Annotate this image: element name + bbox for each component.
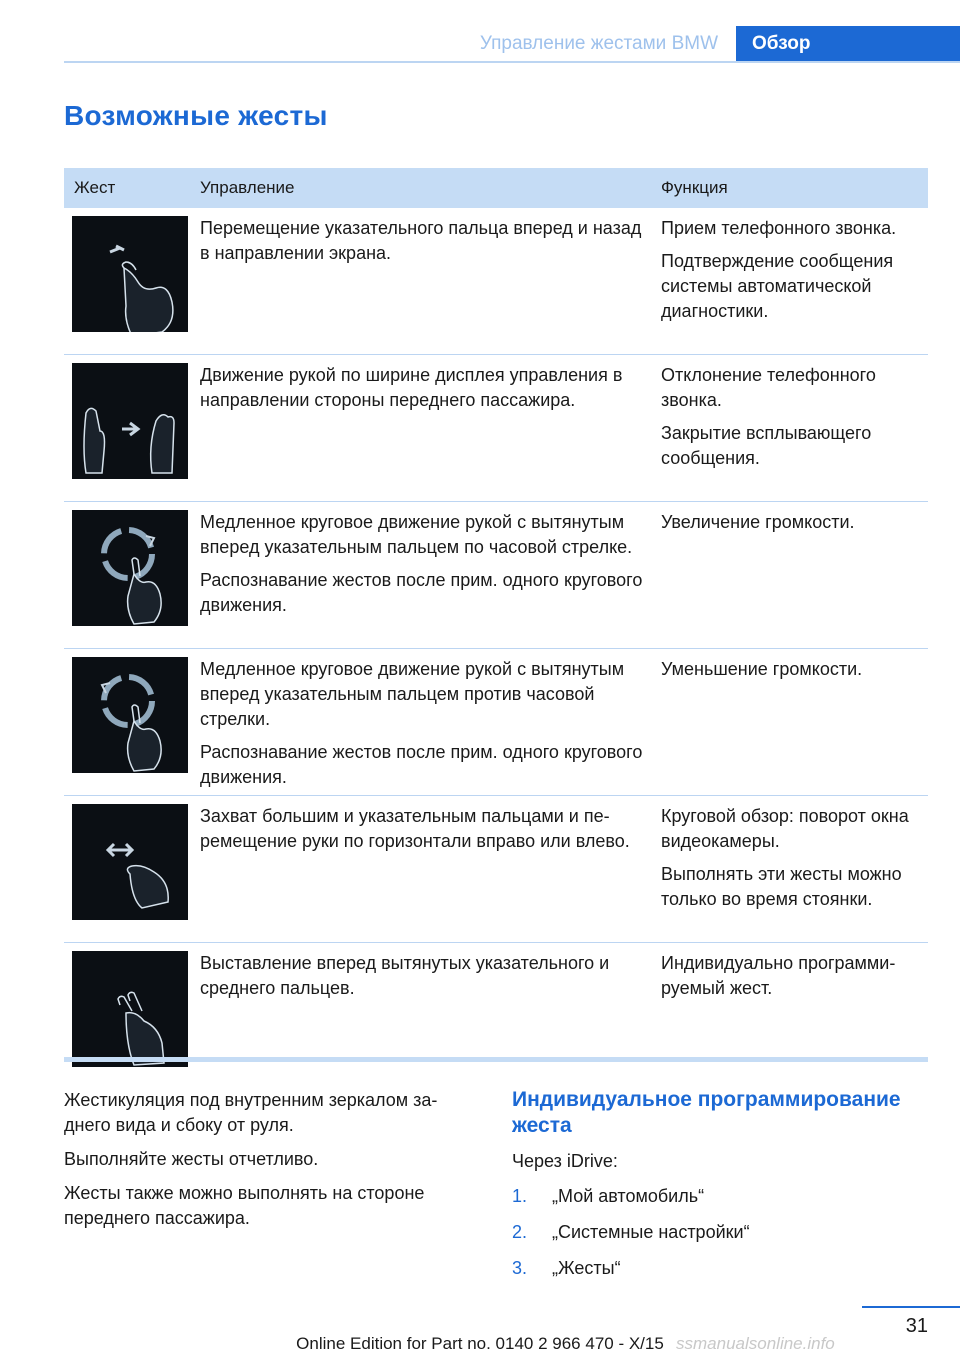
gesture-function-text: Подтверждение сообщения системы автоматической диагностики. xyxy=(661,251,894,321)
note-paragraph: Жесты также можно выполнять на стороне переднего пассажира. xyxy=(64,1183,425,1228)
table-header xyxy=(64,168,928,208)
section-heading: Индивидуальное программирование жеста xyxy=(512,1088,901,1137)
header-section-title: Управление жестами BMW xyxy=(479,33,718,54)
edition-footer: Online Edition for Part no. 0140 2 966 470 - X/15 xyxy=(296,1334,664,1353)
list-item xyxy=(512,1220,928,1245)
page-title: Возможные жесты xyxy=(64,100,328,131)
circle-counterclockwise-icon xyxy=(72,657,188,773)
list-item xyxy=(512,1184,928,1209)
header-tab: Обзор xyxy=(736,26,960,62)
gesture-control-text: Распознавание жестов после прим. одного кругового движения. xyxy=(200,570,643,615)
table-row xyxy=(64,355,928,502)
gesture-notes xyxy=(64,1088,476,1240)
step-text: „Системные настройки“ xyxy=(552,1222,750,1242)
gesture-function-text: Уменьшение громкости. xyxy=(661,659,863,679)
gesture-function-text: Закрытие всплывающего сообщения. xyxy=(661,423,872,468)
gesture-function-text: Прием телефонного звонка. xyxy=(661,218,897,238)
gesture-control-text: Выставление вперед вытянутых указательного и среднего пальцев. xyxy=(200,953,610,998)
programming-section xyxy=(512,1087,928,1292)
gesture-control-text: Медленное круговое движение рукой с вытянутым вперед указательным пальцем по часовой стрелке. xyxy=(200,512,633,557)
gesture-function-text: Индивидуально программируемый жест. xyxy=(661,953,896,998)
step-number: 1. xyxy=(512,1186,528,1206)
page-number: 31 xyxy=(905,1315,928,1337)
pinch-move-horizontal-icon xyxy=(72,804,188,920)
gesture-control-text: Распознавание жестов после прим. одного кругового движения. xyxy=(200,742,643,787)
header-divider xyxy=(64,61,960,63)
gesture-control-text: Захват большим и указательным пальцами и перемещение руки по горизонтали вправо или влево. xyxy=(200,806,630,851)
watermark: ssmanualsonline.info xyxy=(676,1334,835,1353)
gesture-function-text: Выполнять эти жесты можно только во время стоянки. xyxy=(661,864,902,909)
two-fingers-forward-icon xyxy=(72,951,188,1067)
table-row xyxy=(64,649,928,796)
gesture-control-text: Перемещение указательного пальца вперед и назад в направлении экрана. xyxy=(200,218,642,263)
column-header-control: Управление xyxy=(200,178,295,197)
list-item xyxy=(512,1256,928,1281)
gesture-function-text: Круговой обзор: поворот окна видеокамеры. xyxy=(661,806,909,851)
table-row xyxy=(64,208,928,355)
table-row xyxy=(64,943,928,1090)
gesture-function-text: Увеличение громкости. xyxy=(661,512,855,532)
note-paragraph: Жестикуляция под внутренним зеркалом заднего вида и сбоку от руля. xyxy=(64,1090,438,1135)
gesture-control-text: Движение рукой по ширине дисплея управления в направлении стороны переднего пассажира. xyxy=(200,365,623,410)
note-paragraph: Выполняйте жесты отчетливо. xyxy=(64,1149,319,1169)
steps-list xyxy=(512,1184,928,1281)
table-row xyxy=(64,502,928,649)
step-number: 3. xyxy=(512,1258,528,1278)
section-intro: Через iDrive: xyxy=(512,1151,618,1171)
circle-clockwise-icon xyxy=(72,510,188,626)
step-text: „Жесты“ xyxy=(552,1258,621,1278)
step-number: 2. xyxy=(512,1222,528,1242)
gesture-control-text: Медленное круговое движение рукой с вытянутым вперед указательным пальцем против часовой стрелки. xyxy=(200,659,625,729)
hand-swipe-right-icon xyxy=(72,363,188,479)
gestures-table xyxy=(64,168,928,1090)
table-row xyxy=(64,796,928,943)
pointing-finger-forward-back-icon xyxy=(72,216,188,332)
step-text: „Мой автомобиль“ xyxy=(552,1186,705,1206)
table-bottom-rule xyxy=(64,1057,928,1062)
column-header-function: Функция xyxy=(661,178,728,197)
footer-rule xyxy=(862,1306,960,1308)
column-header-gesture: Жест xyxy=(74,178,116,197)
gesture-function-text: Отклонение телефонного звонка. xyxy=(661,365,876,410)
